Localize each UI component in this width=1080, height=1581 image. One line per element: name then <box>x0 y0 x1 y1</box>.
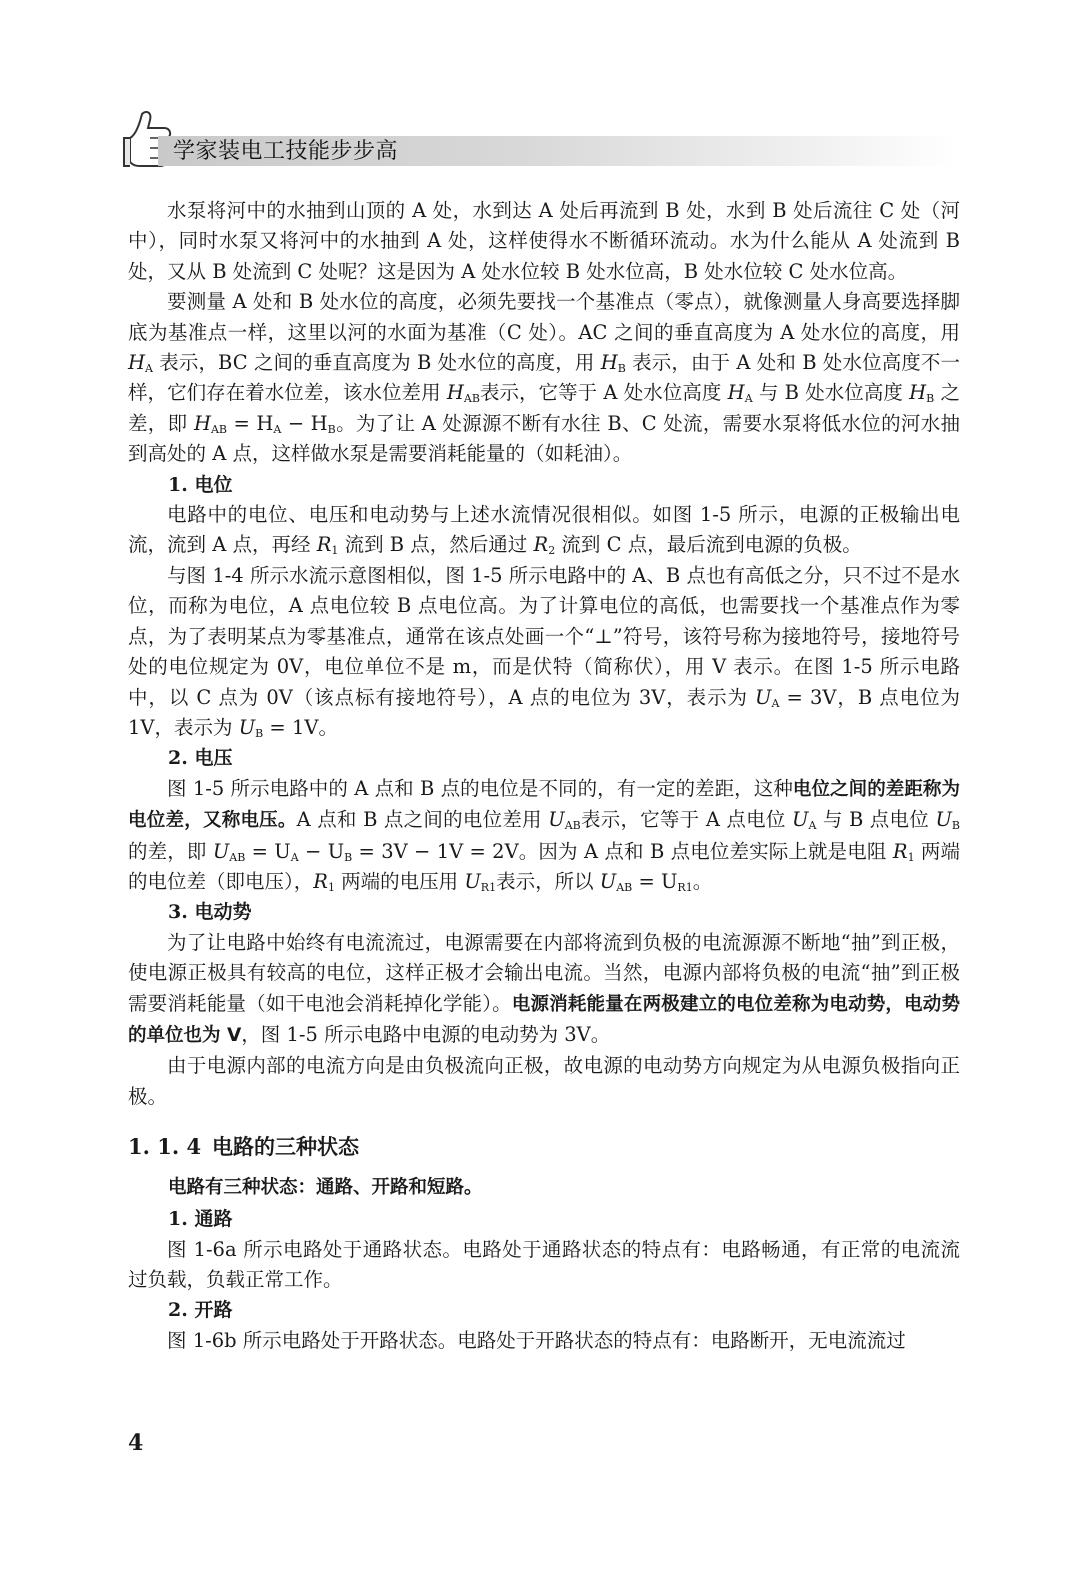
paragraph: 水泵将河中的水抽到山顶的 A 处，水到达 A 处后再流到 B 处，水到 B 处后流往 C 处（河中），同时水泵又将河中的水抽到 A 处，这样使得水不断循环流动。水为什么能从 A 处流到 B 处，又从 B 处流到 C 处呢？这是因为 A 处水位较 B 处水位高，B 处水位较 C 处水位高。 <box>128 199 960 283</box>
page-number: 4 <box>128 1430 144 1456</box>
paragraph: 为了让电路中始终有电流流过，电源需要在内部将流到负极的电流源源不断地“抽”到正极，使电源正极具有较高的电位，这样正极才会输出电流。当然，电源内部将负极的电流“抽”到正极需要消耗能量（如干电池会消耗掉化学能）。电源消耗能量在两极建立的电位差称为电动势，电动势的单位也为 V，图 1-5 所示电路中电源的电动势为 3V。 <box>128 930 960 1046</box>
paragraph: 图 1-6a 所示电路处于通路状态。电路处于通路状态的特点有：电路畅通，有正常的电流流过负载，负载正常工作。 <box>128 1237 960 1291</box>
section-lead: 电路有三种状态：通路、开路和短路。 <box>168 1177 483 1199</box>
book-title: 学家装电工技能步步高 <box>173 139 399 164</box>
page-body <box>128 196 960 1356</box>
paragraph: 电路中的电位、电压和电动势与上述水流情况很相似。如图 1-5 所示，电源的正极输出电流，流到 A 点，再经 $R_1$ 流到 B 点，然后通过 $R_2$ 流到 C 点，最后流到电源的负极。 <box>128 503 960 558</box>
paragraph: 要测量 A 处和 B 处水位的高度，必须先要找一个基准点（零点），就像测量人身高要选择脚底为基准点一样，这里以河的水面为基准（C 处）。AC 之间的垂直高度为 A 处水位的高度，用 $H_A$ 表示，BC 之间的垂直高度为 B 处水位的高度，用 $H_B$ 表示，由于 A 处和 B 处水位高度不一样，它们存在着水位差，该水位差用 $H_{AB}$表示，它等于 A 处水位高度 $H_A$ 与 B 处水位高度 $H_B$ 之差，即 $H_{AB} = H_A - H_B$。为了让 A 处源源不断有水往 B、C 处流，需要水泵将低水位的河水抽到高处的 A 点，这样做水泵是需要消耗能量的（如耗油）。 <box>128 290 961 466</box>
running-header <box>118 108 958 172</box>
paragraph: 图 1-5 所示电路中的 A 点和 B 点的电位是不同的，有一定的差距，这种电位之间的差距称为电位差，又称电压。A 点和 B 点之间的电位差用 $U_{AB}$表示，它等于 A 点电位 $U_A$ 与 B 点电位 $U_B$ 的差，即 $U_{AB} = U_A - U_B = 3V - 1V = 2V$。因为 A 点和 B 点电位差实际上就是电阻 $R_1$ 两端的电位差（即电压），$R_1$ 两端的电压用 $U_{R1}$表示，所以 $U_{AB} = U_{R1}$。 <box>128 776 961 894</box>
section-heading: 1. 1. 4 电路的三种状态 <box>128 1134 359 1160</box>
subsection-heading: 1. 电位 <box>168 473 233 496</box>
paragraph: 由于电源内部的电流方向是由负极流向正极，故电源的电动势方向规定为从电源负极指向正极。 <box>128 1054 960 1108</box>
subsection-heading: 2. 电压 <box>168 747 233 770</box>
subsection-heading: 3. 电动势 <box>168 901 252 924</box>
paragraph: 与图 1-4 所示水流示意图相似，图 1-5 所示电路中的 A、B 点也有高低之分，只不过不是水位，而称为电位，A 点电位较 B 点电位高。为了计算电位的高低，也需要找一个基准点作为零点，为了表明某点为零基准点，通常在该点处画一个“⊥”符号，该符号称为接地符号，接地符号处的电位规定为 0V，电位单位不是 m，而是伏特（简称伏），用 V 表示。在图 1-5 所示电路中，以 C 点为 0V（该点标有接地符号），A 点的电位为 3V，表示为 $U_A = 3V$，B 点电位为 1V，表示为 $U_B = 1V$。 <box>128 563 960 740</box>
subsection-heading: 2. 开路 <box>168 1299 233 1322</box>
subsection-heading: 1. 通路 <box>168 1208 233 1231</box>
paragraph: 图 1-6b 所示电路处于开路状态。电路处于开路状态的特点有：电路断开，无电流流过 <box>167 1328 906 1352</box>
